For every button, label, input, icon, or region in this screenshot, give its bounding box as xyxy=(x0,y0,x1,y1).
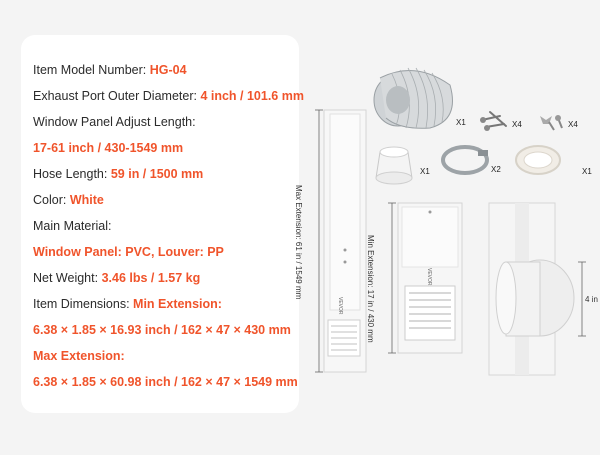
spec-material-value: Window Panel: PVC, Louver: PP xyxy=(33,245,224,259)
product-illustration xyxy=(300,0,600,450)
ring-qty: X1 xyxy=(582,167,592,176)
panel-with-exhaust-port-image xyxy=(489,203,586,375)
spec-min-dimensions: 6.38 × 1.85 × 16.93 inch / 162 × 47 × 430 mm xyxy=(33,323,291,337)
clamp-qty: X2 xyxy=(491,165,501,174)
product-figure xyxy=(294,0,600,450)
spec-card xyxy=(21,35,304,413)
max-extension-panel-image xyxy=(315,110,366,372)
max-extension-label: Max Extension: 61 in / 1549 mm xyxy=(294,185,303,300)
brand-mark-max-panel: VEVOR xyxy=(337,297,343,315)
spec-panel-length-label: Window Panel Adjust Length: xyxy=(33,115,196,129)
hose-qty: X1 xyxy=(456,118,466,127)
screws-qty: X4 xyxy=(512,120,522,129)
spec-color: Color: White xyxy=(33,193,104,207)
wing-screws-qty: X4 xyxy=(568,120,578,129)
spec-material-label: Main Material: xyxy=(33,219,112,233)
spec-net-weight: Net Weight: 3.46 lbs / 1.57 kg xyxy=(33,271,201,285)
spec-hose-length: Hose Length: 59 in / 1500 mm xyxy=(33,167,204,181)
spec-max-dimensions: 6.38 × 1.85 × 60.98 inch / 162 × 47 × 1549 mm xyxy=(33,375,298,389)
brand-mark-min-panel: VEVOR xyxy=(426,268,432,286)
spec-dimensions-label: Item Dimensions: Min Extension: xyxy=(33,297,222,311)
exhaust-hose-image xyxy=(374,68,453,128)
ring-connector-image xyxy=(516,146,560,174)
hose-clamp-image xyxy=(443,147,488,173)
spec-exhaust-diameter: Exhaust Port Outer Diameter: 4 inch / 101.6 mm xyxy=(33,89,304,103)
exhaust-diameter-label: 4 in xyxy=(585,295,598,304)
screws-image xyxy=(480,112,506,131)
spec-model: Item Model Number: HG-04 xyxy=(33,63,187,77)
wing-screws-image xyxy=(540,115,562,130)
adapter-qty: X1 xyxy=(420,167,430,176)
spec-panel-length-value: 17-61 inch / 430-1549 mm xyxy=(33,141,184,155)
min-extension-label: Min Extension: 17 in / 430 mm xyxy=(366,235,375,343)
exhaust-adapter-image xyxy=(376,147,412,184)
spec-max-label: Max Extension: xyxy=(33,349,125,363)
min-extension-panel-image xyxy=(388,203,462,353)
